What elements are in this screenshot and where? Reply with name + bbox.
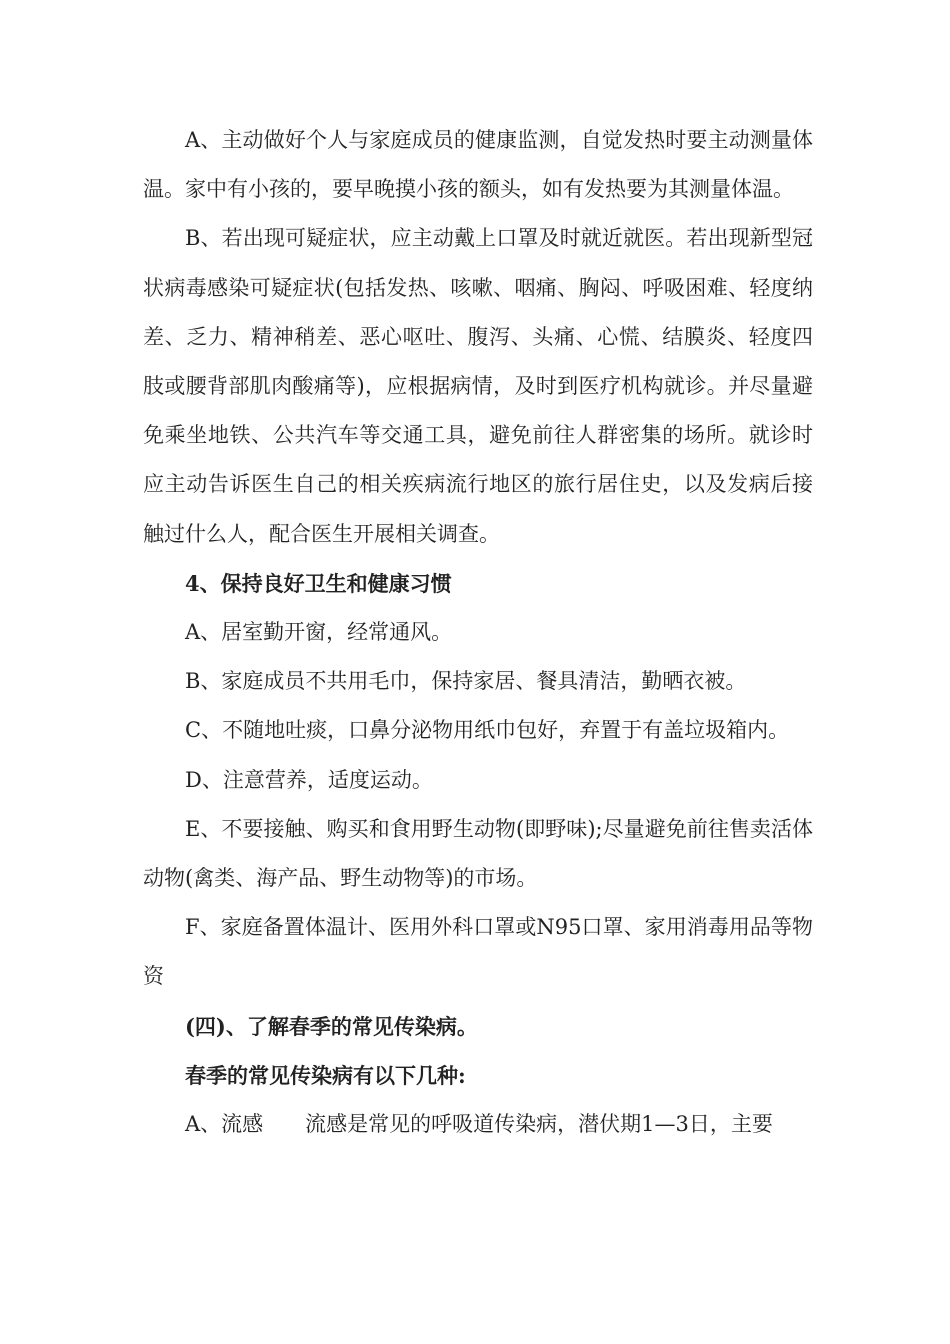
paragraph-f-supplies: F、家庭备置体温计、医用外科口罩或N95口罩、家用消毒用品等物资: [143, 915, 813, 989]
paragraph-a-influenza: A、流感 流感是常见的呼吸道传染病，潜伏期1—3日，主要: [185, 1112, 773, 1137]
paragraph-e-wild-animals: E、不要接触、购买和食用野生动物(即野味);尽量避免前往售卖活体动物(禽类、海产品、野生动物等)的市场。: [143, 816, 813, 891]
section-heading-hygiene-habits: 4、保持良好卫生和健康习惯: [185, 570, 452, 596]
paragraph-d-nutrition-exercise: D、注意营养，适度运动。: [185, 767, 433, 792]
paragraph-b-suspected-symptoms: B、若出现可疑症状，应主动戴上口罩及时就近就医。若出现新型冠状病毒感染可疑症状(包括发热、咳嗽、咽痛、胸闷、呼吸困难、轻度纳差、乏力、精神稍差、恶心呕吐、腹泻、头痛、心慌、结膜炎、轻度四肢或腰背部肌肉酸痛等)，应根据病情，及时到医疗机构就诊。并尽量避免乘坐地铁、公共汽车等交通工具，避免前往人群密集的场所。就诊时应主动告诉医生自己的相关疾病流行地区的旅行居住史，以及发病后接触过什么人，配合医生开展相关调查。: [143, 226, 813, 546]
paragraph-a-ventilation: A、居室勤开窗，经常通风。: [185, 620, 453, 645]
paragraph-c-no-spitting: C、不随地吐痰，口鼻分泌物用纸巾包好，弃置于有盖垃圾箱内。: [185, 718, 790, 743]
paragraph-a-health-monitoring: A、主动做好个人与家庭成员的健康监测，自觉发热时要主动测量体温。家中有小孩的，要早晚摸小孩的额头，如有发热要为其测量体温。: [143, 128, 813, 202]
document-body: [143, 116, 813, 1149]
section-heading-spring-diseases: (四)、了解春季的常见传染病。: [185, 1013, 478, 1039]
paragraph-b-no-shared-towels: B、家庭成员不共用毛巾，保持家居、餐具清洁，勤晒衣被。: [185, 669, 747, 694]
subheading-spring-disease-list: 春季的常见传染病有以下几种:: [185, 1062, 466, 1088]
